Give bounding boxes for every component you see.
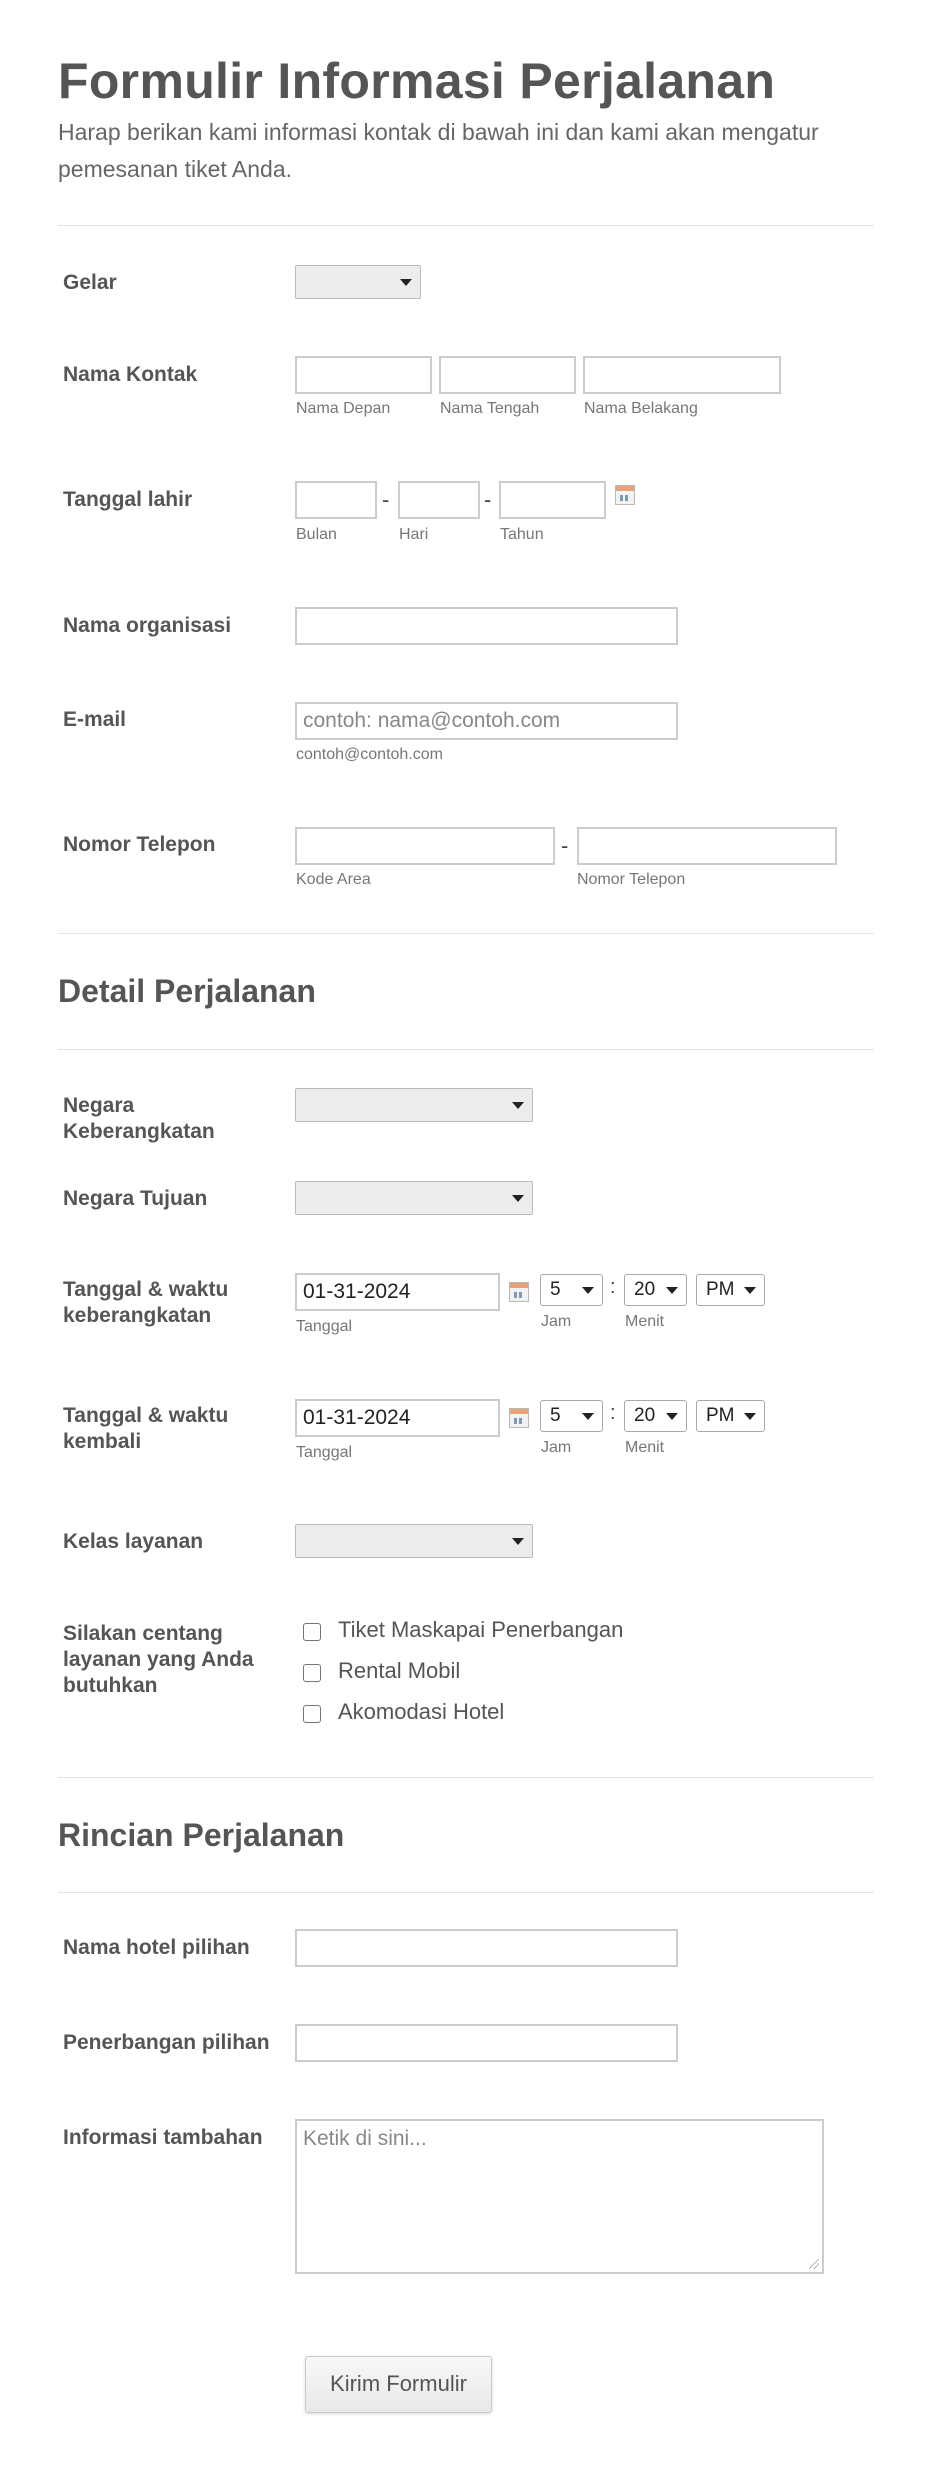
day-sublabel: Hari [399, 526, 429, 543]
additional-info-label: Informasi tambahan [63, 2126, 263, 2149]
return-ampm-select[interactable] [696, 1400, 765, 1432]
return-datetime-label: Tanggal & waktu kembali [63, 1404, 229, 1453]
divider [58, 1049, 874, 1050]
hotel-input[interactable] [295, 1929, 678, 1967]
hour-value: 5 [550, 1405, 561, 1426]
return-hour-select[interactable] [540, 1400, 603, 1432]
gelar-select[interactable] [295, 265, 421, 299]
chevron-down-icon [744, 1413, 756, 1420]
phone-number-input[interactable] [577, 827, 837, 865]
service-class-select[interactable] [295, 1524, 533, 1558]
phone-number-sublabel: Nomor Telepon [577, 871, 686, 888]
minute-sublabel: Menit [625, 1439, 665, 1456]
services-label: Silakan centang layanan yang Anda butuhkan [63, 1622, 254, 1697]
area-code-sublabel: Kode Area [296, 871, 371, 888]
first-name-input[interactable] [295, 356, 432, 394]
year-sublabel: Tahun [500, 526, 544, 543]
email-label: E-mail [63, 708, 127, 731]
hour-sublabel: Jam [541, 1313, 572, 1330]
middle-name-sublabel: Nama Tengah [440, 400, 540, 417]
resize-handle-icon[interactable] [809, 2259, 819, 2269]
section-title-details: Rincian Perjalanan [58, 1817, 345, 1853]
option-airline-ticket[interactable]: Tiket Maskapai Penerbangan [338, 1617, 624, 1642]
departure-ampm-select[interactable] [696, 1274, 765, 1306]
hour-value: 5 [550, 1279, 561, 1300]
destination-country-select[interactable] [295, 1181, 533, 1215]
email-hint: contoh@contoh.com [296, 746, 443, 763]
chevron-down-icon [582, 1413, 594, 1420]
service-class-label: Kelas layanan [63, 1530, 204, 1553]
additional-info-textarea[interactable] [295, 2119, 824, 2274]
option-hotel[interactable]: Akomodasi Hotel [338, 1699, 505, 1724]
checkbox-airline-ticket[interactable] [303, 1623, 321, 1641]
departure-minute-select[interactable] [624, 1274, 687, 1306]
checkbox-hotel[interactable] [303, 1705, 321, 1723]
departure-country-select[interactable] [295, 1088, 533, 1122]
middle-name-input[interactable] [439, 356, 576, 394]
chevron-down-icon [512, 1538, 524, 1545]
gelar-label: Gelar [63, 271, 117, 294]
checkbox-car-rental[interactable] [303, 1664, 321, 1682]
ampm-value: PM [706, 1405, 735, 1426]
last-name-sublabel: Nama Belakang [584, 400, 698, 417]
time-separator: : [610, 1276, 616, 1298]
submit-button[interactable]: Kirim Formulir [305, 2356, 492, 2413]
month-sublabel: Bulan [296, 526, 337, 543]
return-date-input[interactable]: 01-31-2024 [295, 1399, 500, 1437]
hour-sublabel: Jam [541, 1439, 572, 1456]
divider [58, 1777, 874, 1778]
last-name-input[interactable] [583, 356, 781, 394]
section-title-travel: Detail Perjalanan [58, 973, 316, 1009]
chevron-down-icon [582, 1287, 594, 1294]
calendar-icon[interactable] [509, 1408, 529, 1428]
email-input[interactable]: contoh: nama@contoh.com [295, 702, 678, 740]
divider [58, 1892, 874, 1893]
departure-datetime-label: Tanggal & waktu keberangkatan [63, 1278, 229, 1327]
minute-value: 20 [634, 1279, 656, 1300]
date-sublabel: Tanggal [296, 1444, 353, 1461]
page-title: Formulir Informasi Perjalanan [58, 53, 776, 109]
phone-label: Nomor Telepon [63, 833, 216, 856]
return-minute-select[interactable] [624, 1400, 687, 1432]
area-code-input[interactable] [295, 827, 555, 865]
date-separator: - [382, 487, 390, 512]
time-separator: : [610, 1402, 616, 1424]
birth-day-input[interactable] [398, 481, 480, 519]
date-sublabel: Tanggal [296, 1318, 353, 1335]
departure-country-label: Negara Keberangkatan [63, 1094, 215, 1143]
flight-label: Penerbangan pilihan [63, 2031, 270, 2054]
birthdate-label: Tanggal lahir [63, 488, 193, 511]
date-separator: - [484, 487, 492, 512]
chevron-down-icon [666, 1287, 678, 1294]
flight-input[interactable] [295, 2024, 678, 2062]
calendar-icon[interactable] [509, 1282, 529, 1302]
chevron-down-icon [512, 1102, 524, 1109]
chevron-down-icon [744, 1287, 756, 1294]
chevron-down-icon [512, 1195, 524, 1202]
textarea-placeholder: Ketik di sini... [303, 2127, 427, 2150]
divider [58, 225, 874, 226]
chevron-down-icon [400, 279, 412, 286]
ampm-value: PM [706, 1279, 735, 1300]
hotel-label: Nama hotel pilihan [63, 1936, 250, 1959]
option-car-rental[interactable]: Rental Mobil [338, 1658, 461, 1683]
phone-separator: - [561, 833, 569, 858]
departure-date-input[interactable]: 01-31-2024 [295, 1273, 500, 1311]
first-name-sublabel: Nama Depan [296, 400, 391, 417]
organization-label: Nama organisasi [63, 614, 232, 637]
birth-year-input[interactable] [499, 481, 606, 519]
divider [58, 933, 874, 934]
chevron-down-icon [666, 1413, 678, 1420]
minute-value: 20 [634, 1405, 656, 1426]
birth-month-input[interactable] [295, 481, 377, 519]
page-subtitle: Harap berikan kami informasi kontak di bawah ini dan kami akan mengatur pemesanan tiket Anda. [58, 119, 819, 182]
calendar-icon[interactable] [615, 485, 635, 505]
organization-input[interactable] [295, 607, 678, 645]
nama-kontak-label: Nama Kontak [63, 363, 198, 386]
destination-country-label: Negara Tujuan [63, 1187, 208, 1210]
minute-sublabel: Menit [625, 1313, 665, 1330]
departure-hour-select[interactable] [540, 1274, 603, 1306]
